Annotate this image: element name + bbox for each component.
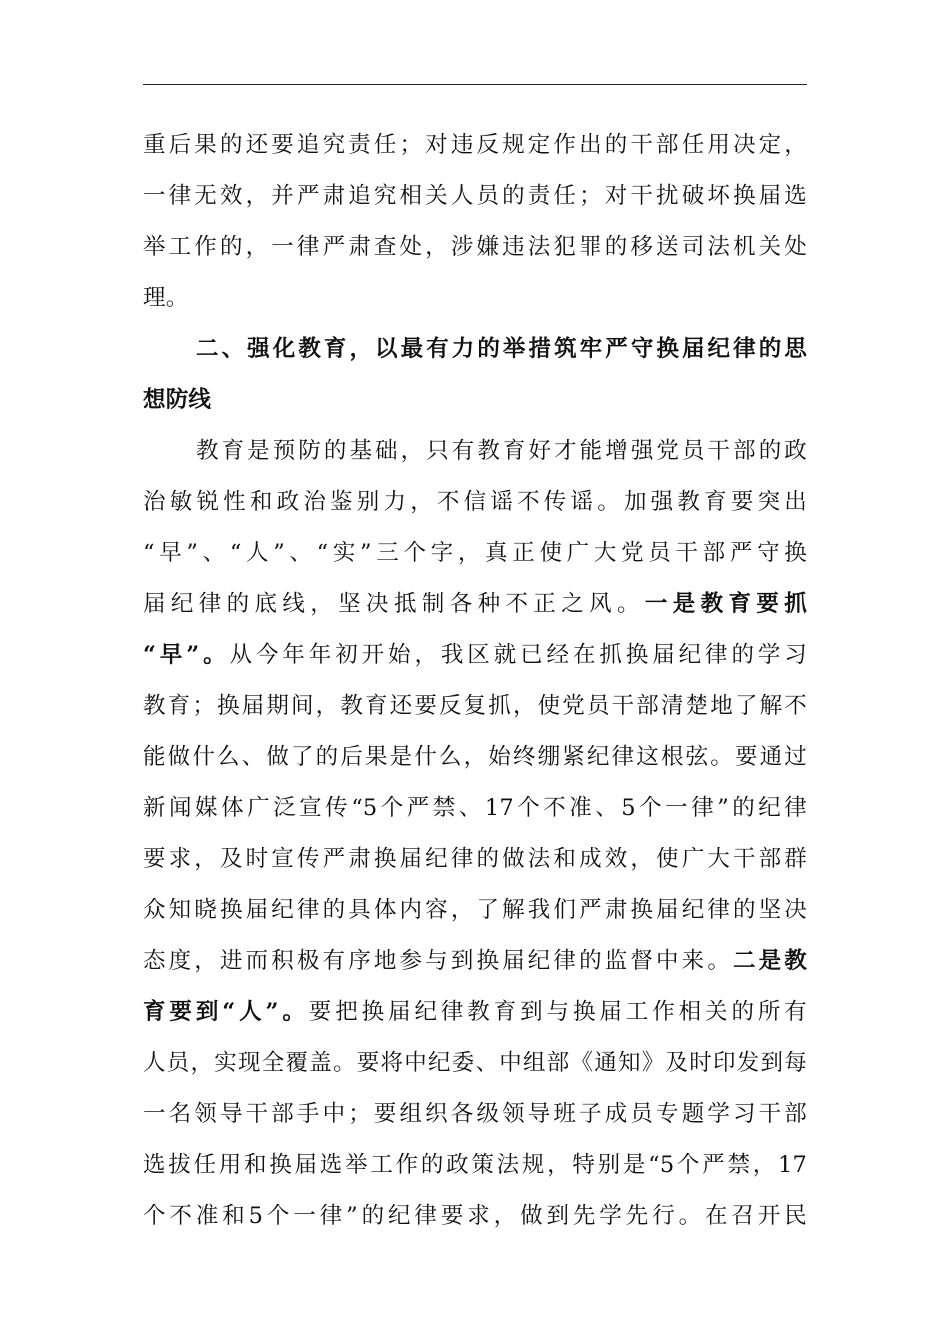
text-run: 众知晓换届纪律的具体内容，了解我们严肃换届纪律的坚决 — [143, 897, 807, 923]
text-run: 态度，进而积极有序地参与到换届纪律的监督中来。 — [143, 948, 733, 974]
body-line — [143, 222, 807, 273]
body-line — [143, 630, 807, 681]
document-body — [143, 120, 807, 1242]
body-line — [143, 528, 807, 579]
bold-text-run: 育要到“人”。 — [143, 999, 309, 1025]
text-run: 从今年年初开始，我区就已经在抓换届纪律的学习 — [229, 642, 808, 668]
text-run: 个不准和5个一律”的纪律要求，做到先学先行。在召开民 — [143, 1203, 807, 1229]
body-line — [143, 1140, 807, 1191]
text-run: 届纪律的底线，坚决抵制各种不正之风。 — [143, 591, 645, 617]
header-rule — [143, 84, 807, 85]
text-run: 重后果的还要追究责任；对违反规定作出的干部任用决定， — [143, 132, 807, 158]
bold-text-run: “早”。 — [143, 642, 230, 668]
text-run: 人员，实现全覆盖。要将中纪委、中组部《通知》及时印发到每 — [143, 1050, 807, 1076]
body-line — [143, 987, 807, 1038]
text-run: 新闻媒体广泛宣传“5个严禁、17个不准、5个一律”的纪律 — [143, 795, 807, 821]
body-line — [143, 783, 807, 834]
text-run: 教育是预防的基础，只有教育好才能增强党员干部的政 — [196, 438, 807, 464]
text-run: 要把换届纪律教育到与换届工作相关的所有 — [308, 999, 807, 1025]
text-run: 教育；换届期间，教育还要反复抓，使党员干部清楚地了解不 — [143, 693, 807, 719]
text-run: 选拔任用和换届选举工作的政策法规，特别是“5个严禁，17 — [143, 1152, 807, 1178]
body-line — [143, 273, 807, 324]
text-run: 要求，及时宣传严肃换届纪律的做法和成效，使广大干部群 — [143, 846, 807, 872]
bold-text-run: 一是教育要抓 — [644, 591, 808, 617]
bold-text-run: 二是教 — [732, 948, 807, 974]
text-run: “早”、“人”、“实”三个字，真正使广大党员干部严守换 — [143, 540, 807, 566]
text-run: 理。 — [143, 285, 189, 311]
body-line — [143, 1089, 807, 1140]
text-run: 一律无效，并严肃追究相关人员的责任；对干扰破坏换届选 — [143, 183, 807, 209]
body-line — [143, 477, 807, 528]
body-line — [143, 579, 807, 630]
text-run: 治敏锐性和政治鉴别力，不信谣不传谣。加强教育要突出 — [143, 489, 807, 515]
body-line — [143, 732, 807, 783]
text-run: 举工作的，一律严肃查处，涉嫌违法犯罪的移送司法机关处 — [143, 234, 807, 260]
body-line — [143, 120, 807, 171]
body-line — [143, 171, 807, 222]
body-line — [143, 885, 807, 936]
text-run: 能做什么、做了的后果是什么，始终绷紧纪律这根弦。要通过 — [143, 744, 807, 770]
body-line — [143, 1038, 807, 1089]
text-run: 二、强化教育，以最有力的举措筑牢严守换届纪律的思 — [196, 336, 807, 362]
body-line — [143, 936, 807, 987]
body-line — [143, 834, 807, 885]
text-run: 想防线 — [143, 387, 212, 413]
body-line — [143, 1191, 807, 1242]
body-line — [143, 426, 807, 477]
body-line — [143, 681, 807, 732]
text-run: 一名领导干部手中；要组织各级领导班子成员专题学习干部 — [143, 1101, 807, 1127]
section-heading-line — [143, 375, 807, 426]
section-heading-line — [143, 324, 807, 375]
